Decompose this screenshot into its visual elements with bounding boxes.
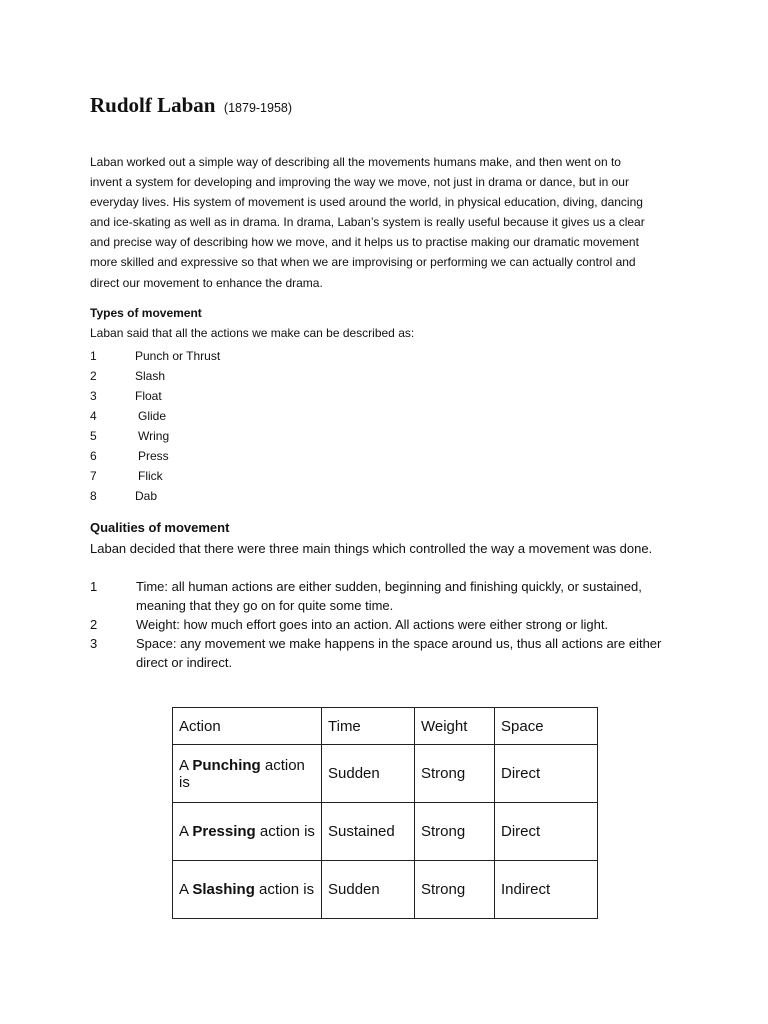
item-label: Punch or Thrust (135, 349, 221, 363)
item-number: 5 (90, 429, 97, 443)
item-number: 1 (90, 349, 97, 363)
cell-space: Direct (495, 803, 598, 861)
title-years: (1879-1958) (223, 101, 293, 115)
item-number: 2 (90, 369, 97, 383)
intro-line: direct our movement to enhance the drama. (90, 275, 323, 290)
action-name: Punching (192, 756, 261, 774)
qualities-intro: Laban decided that there were three main things which controlled the way a movement was done. (90, 541, 653, 556)
movement-table (172, 707, 598, 919)
header-action: Action (173, 708, 322, 745)
header-space: Space (495, 708, 598, 745)
action-name: Slashing (192, 881, 255, 898)
cell-weight: Strong (415, 861, 495, 919)
item-label: Wring (138, 429, 170, 443)
item-text: Space: any movement we make happens in the space around us, thus all actions are either direct or indirect. (136, 636, 662, 670)
intro-line: more skilled and expressive so that when we are improvising or performing we can actually control and (90, 255, 636, 270)
intro-line: and precise way of describing how we move, and it helps us to practise making our dramatic movement (90, 235, 639, 250)
intro-paragraph (90, 152, 690, 293)
qualities-heading: Qualities of movement (90, 520, 230, 535)
list-item (90, 366, 290, 386)
item-number: 4 (90, 409, 97, 423)
page-title (90, 93, 292, 118)
cell-weight: Strong (415, 803, 495, 861)
list-item (90, 446, 290, 466)
action-suffix: action is (254, 881, 315, 898)
cell-time: Sudden (322, 745, 415, 803)
list-item (90, 634, 690, 672)
list-item (90, 406, 290, 426)
item-number: 8 (90, 489, 97, 503)
intro-line: Laban worked out a simple way of describing all the movements humans make, and then went on to (90, 155, 621, 169)
types-intro: Laban said that all the actions we make can be described as: (90, 326, 415, 340)
intro-line: invent a system for developing and improving the way we move, not just in drama or dance, but in our (90, 175, 629, 190)
action-suffix: action is (179, 756, 305, 791)
item-text: Weight: how much effort goes into an action. All actions were either strong or light. (136, 617, 609, 632)
cell-action (173, 745, 322, 803)
table-row (173, 803, 598, 861)
intro-line: and ice-skating as well as in drama. In drama, Laban’s system is really useful because it gives us a clear (90, 215, 645, 230)
item-label: Slash (135, 369, 166, 383)
item-label: Dab (135, 489, 158, 503)
action-prefix: A (179, 756, 193, 774)
intro-line: everyday lives. His system of movement is used around the world, in physical education, diving, dancing (90, 195, 643, 210)
title-name: Rudolf Laban (90, 93, 216, 117)
table-row (173, 745, 598, 803)
item-number: 3 (90, 636, 98, 651)
cell-space: Indirect (495, 861, 598, 919)
item-text: Time: all human actions are either sudden, beginning and finishing quickly, or sustained, meaning that they go on for quite some time. (136, 579, 642, 613)
item-number: 2 (90, 617, 98, 632)
item-number: 1 (90, 579, 98, 594)
types-heading: Types of movement (90, 306, 202, 320)
list-item (90, 615, 690, 634)
types-list (90, 346, 290, 506)
list-item (90, 486, 290, 506)
table-row (173, 861, 598, 919)
item-label: Flick (138, 469, 163, 483)
item-number: 7 (90, 469, 97, 483)
cell-weight: Strong (415, 745, 495, 803)
table-header-row (173, 708, 598, 745)
header-weight: Weight (415, 708, 495, 745)
list-item (90, 386, 290, 406)
cell-action (173, 861, 322, 919)
cell-time: Sudden (322, 861, 415, 919)
cell-action (173, 803, 322, 861)
item-label: Glide (138, 409, 167, 423)
list-item (90, 577, 690, 615)
header-time: Time (322, 708, 415, 745)
action-prefix: A (179, 881, 193, 898)
item-label: Float (135, 389, 162, 403)
item-label: Press (138, 449, 169, 463)
cell-time: Sustained (322, 803, 415, 861)
action-prefix: A (179, 823, 193, 840)
qualities-list (90, 577, 690, 672)
action-name: Pressing (192, 823, 256, 840)
list-item (90, 346, 290, 366)
item-number: 3 (90, 389, 97, 403)
action-suffix: action is (255, 823, 315, 840)
list-item (90, 466, 290, 486)
item-number: 6 (90, 449, 97, 463)
list-item (90, 426, 290, 446)
cell-space: Direct (495, 745, 598, 803)
